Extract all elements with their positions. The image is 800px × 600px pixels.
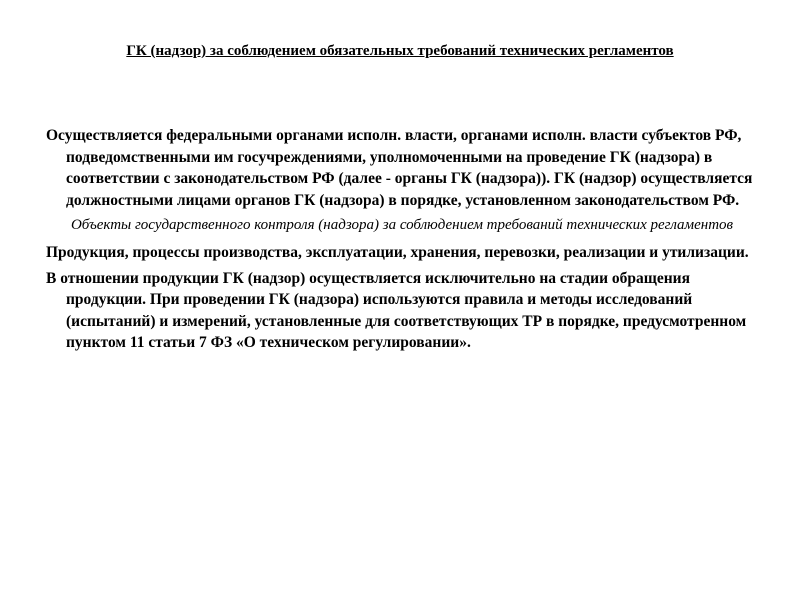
paragraph-product-control: В отношении продукции ГК (надзор) осуществляется исключительно на стадии обращения продукции. При проведении ГК (надзора) используются правила и методы исследований (испытаний) и измерений, установленные для соответствующих ТР в порядке, предусмотренном пунктом 11 статьи 7 ФЗ «О техническом регулировании». <box>46 269 747 351</box>
slide-body <box>46 125 758 358</box>
subheading-objects: Объекты государственного контроля (надзора) за соблюдением требований технических регламентов <box>70 217 734 233</box>
paragraph-authorities: Осуществляется федеральными органами исполн. власти, органами исполн. власти субъектов РФ, подведомственными им госучреждениями, уполномоченными на проведение ГК (надзора) в соответствии с законодательством РФ (далее - органы ГК (надзора)). ГК (надзор) осуществляется должностными лицами органов ГК (надзора) в порядке, установленном законодательством РФ. <box>46 127 753 209</box>
paragraph-objects-list: Продукция, процессы производства, эксплуатации, хранения, перевозки, реализации и утилизации. <box>46 244 749 261</box>
slide-title: ГК (надзор) за соблюдением обязательных требований технических регламентов <box>126 43 674 59</box>
